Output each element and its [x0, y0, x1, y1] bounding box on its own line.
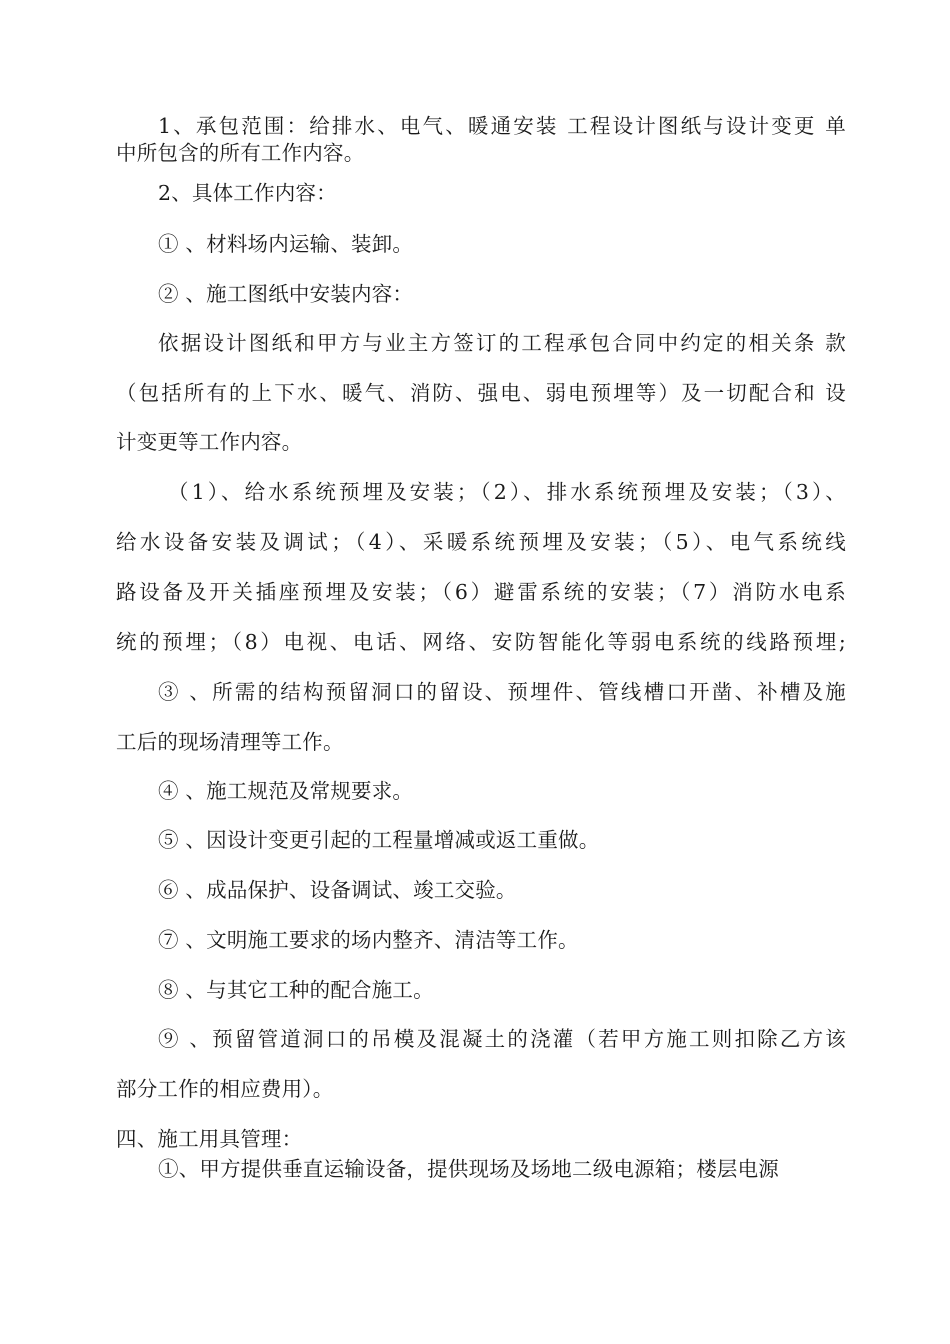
systems-line-1: （1）、给水系统预埋及安装；（2）、排水系统预埋及安装；（3）、 [168, 480, 846, 504]
item-8-line: ⑧ 、与其它工种的配合施工。 [158, 978, 434, 1002]
section-4-heading: 四、施工用具管理： [116, 1127, 303, 1151]
work-content-heading: 2、具体工作内容： [158, 181, 337, 205]
scope-line-1: 1、承包范围：给排水、电气、暖通安装 工程设计图纸与设计变更 单 [158, 114, 846, 138]
design-basis-line-1: 依据设计图纸和甲方与业主方签订的工程承包合同中约定的相关条 款 [158, 331, 846, 355]
item-2-line: ② 、施工图纸中安装内容： [158, 282, 414, 306]
item-7-line: ⑦ 、文明施工要求的场内整齐、清洁等工作。 [158, 928, 579, 952]
item-1-line: ① 、材料场内运输、装卸。 [158, 232, 414, 256]
scope-line-2: 中所包含的所有工作内容。 [116, 141, 365, 165]
item-3-line-1: ③ 、所需的结构预留洞口的留设、预埋件、管线槽口开凿、补槽及施 [158, 680, 846, 704]
item-3-line-2: 工后的现场清理等工作。 [116, 730, 344, 754]
systems-line-3: 路设备及开关插座预埋及安装；（6）避雷系统的安装；（7）消防水电系 [116, 580, 846, 604]
item-6-line: ⑥ 、成品保护、设备调试、竣工交验。 [158, 878, 517, 902]
item-4-line: ④ 、施工规范及常规要求。 [158, 779, 414, 803]
systems-line-4: 统的预埋；（8）电视、电话、网络、安防智能化等弱电系统的线路预埋; [116, 630, 846, 654]
design-basis-line-2: （包括所有的上下水、暖气、消防、强电、弱电预埋等）及一切配合和 设 [116, 381, 846, 405]
item-9-line-2: 部分工作的相应费用）。 [116, 1077, 334, 1101]
systems-line-2: 给水设备安装及调试；（4）、采暖系统预埋及安装；（5）、电气系统线 [116, 530, 846, 554]
design-basis-line-3: 计变更等工作内容。 [116, 430, 303, 454]
tools-item-1-line: ①、甲方提供垂直运输设备，提供现场及场地二级电源箱；楼层电源 [158, 1157, 779, 1181]
item-5-line: ⑤ 、因设计变更引起的工程量增减或返工重做。 [158, 828, 600, 852]
item-9-line-1: ⑨ 、预留管道洞口的吊模及混凝土的浇灌（若甲方施工则扣除乙方该 [158, 1027, 846, 1051]
